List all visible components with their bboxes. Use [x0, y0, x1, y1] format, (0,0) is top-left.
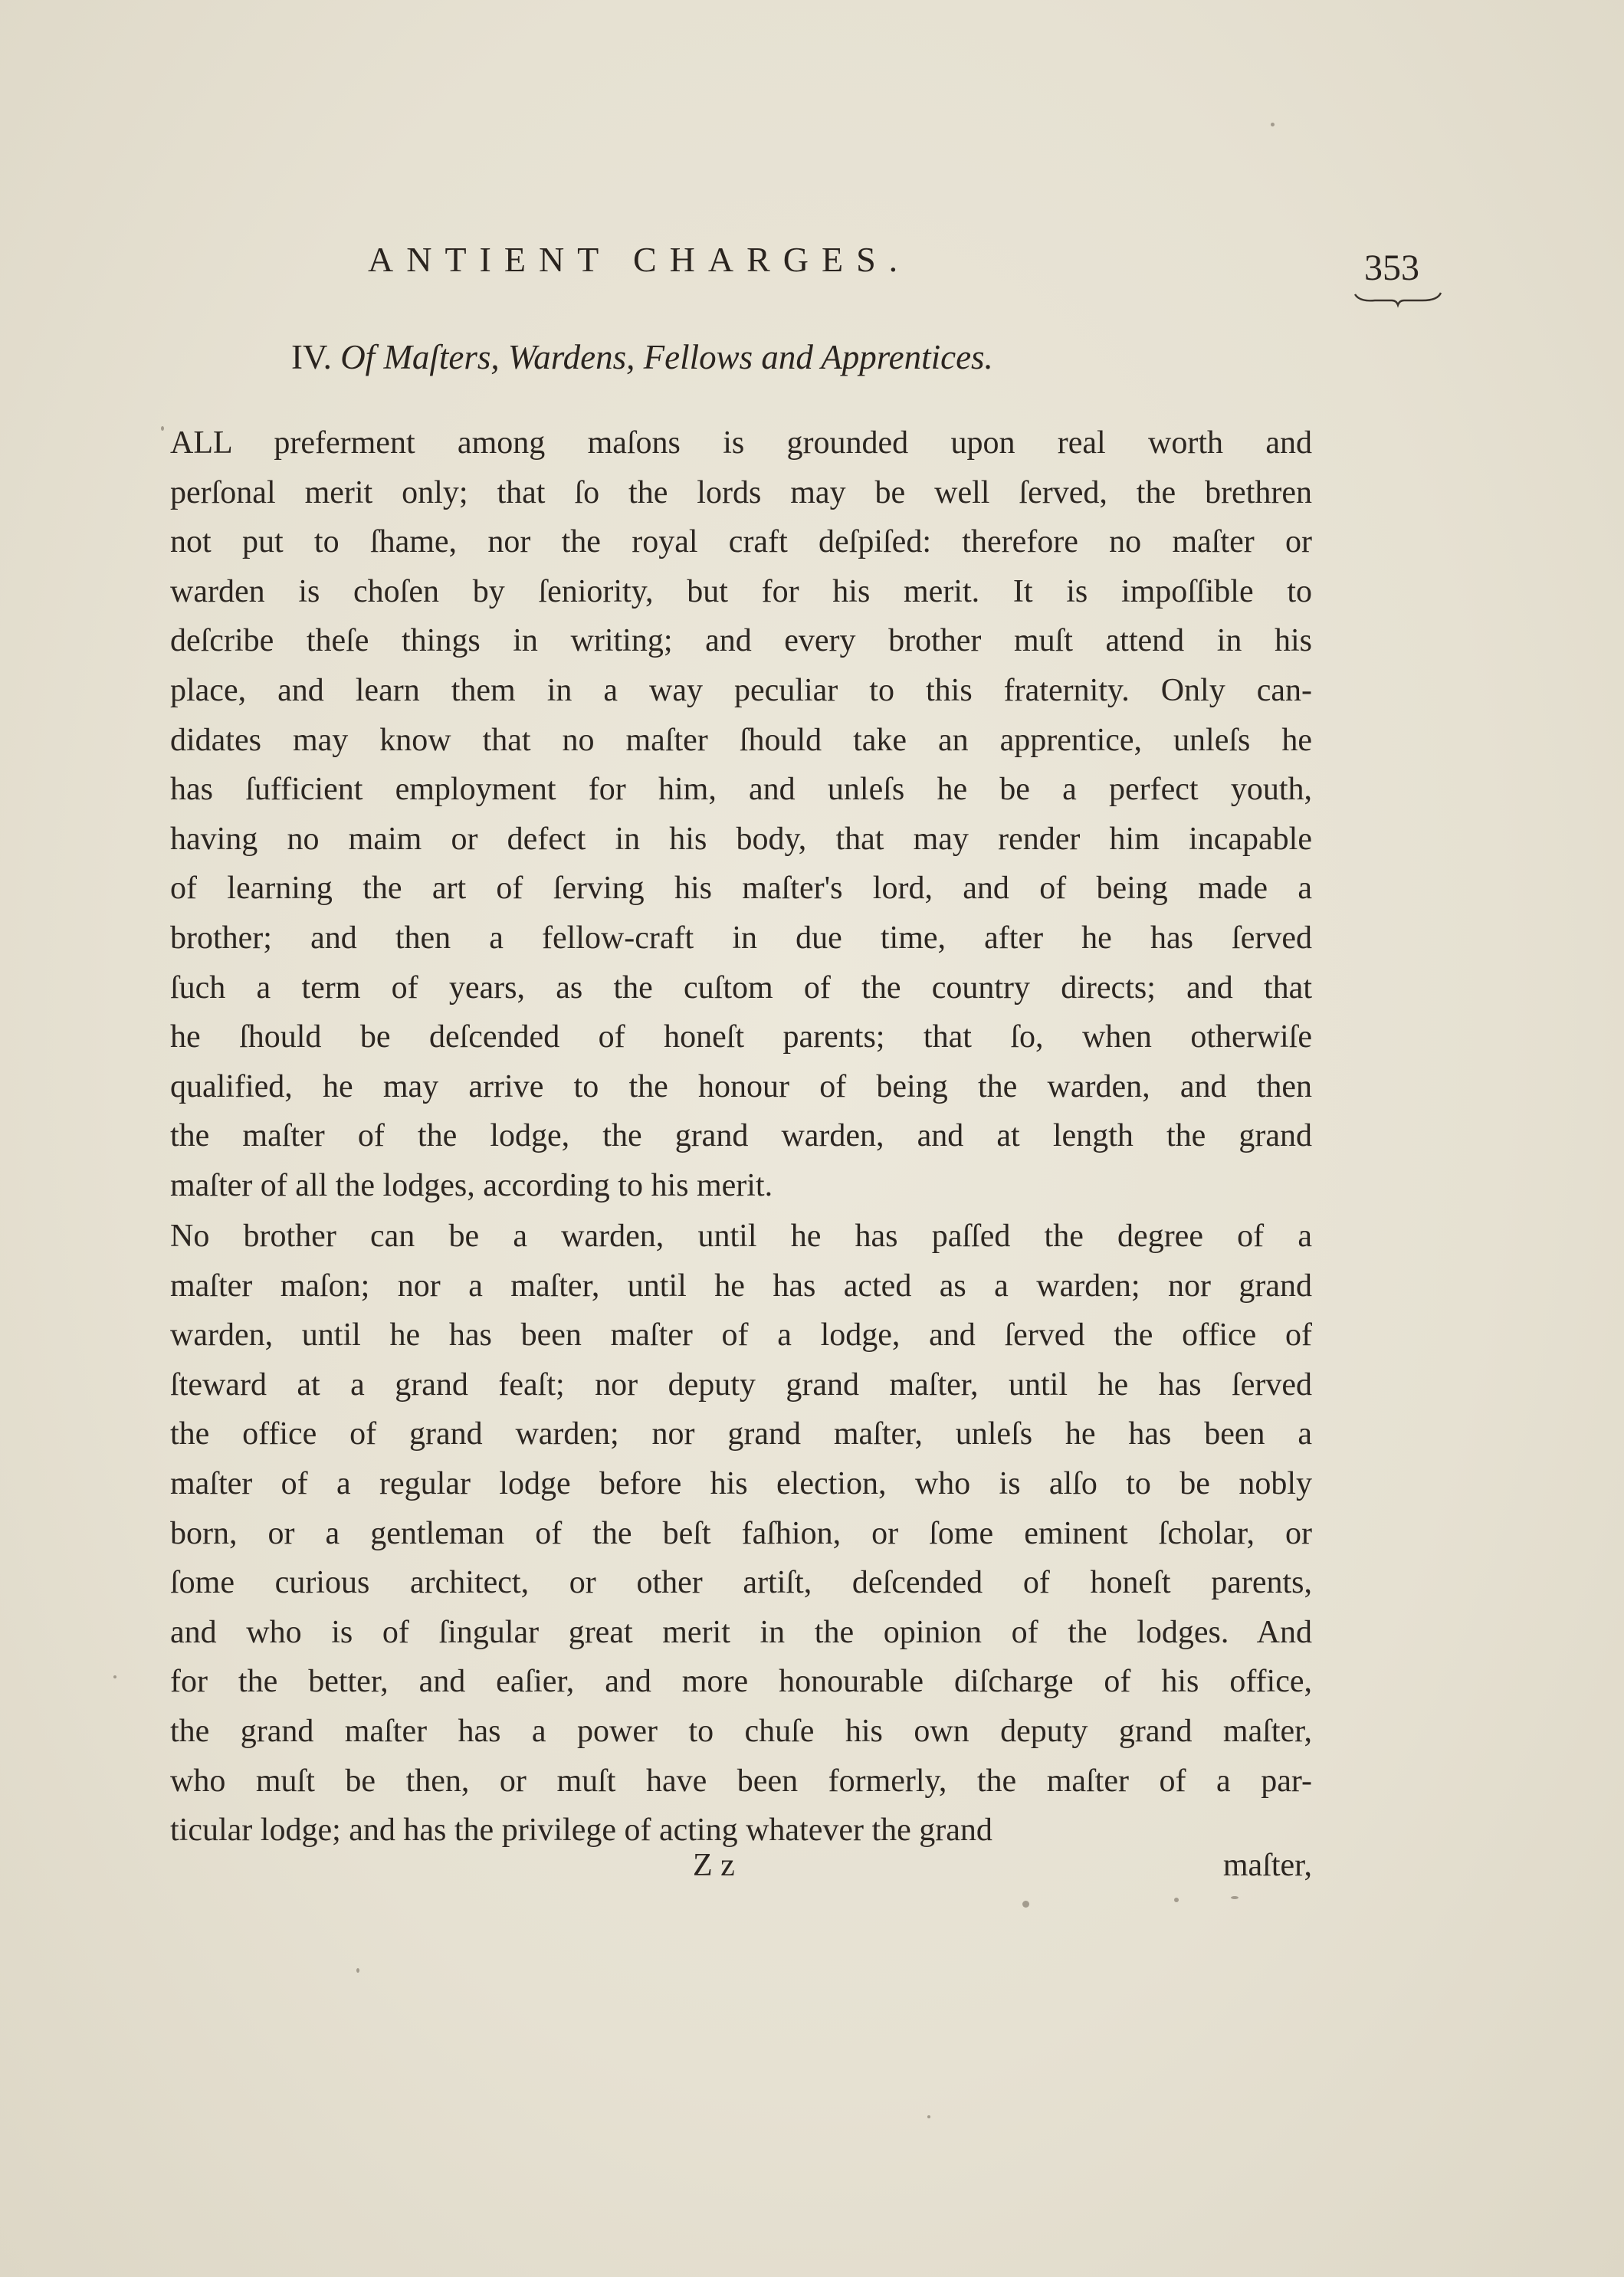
text-line: maſter maſon; nor a maſter, until he has acted as a warden; nor grand: [170, 1268, 1312, 1304]
page-number: 353: [1364, 248, 1419, 288]
paragraph-1: [170, 418, 1312, 1211]
section-title: Of Maſters, Wardens, Fellows and Apprentices.: [340, 338, 993, 376]
text-line: for the better, and eaſier, and more honourable diſcharge of his office,: [170, 1664, 1312, 1700]
text-line: the maſter of the lodge, the grand warden, and at length the grand: [170, 1118, 1312, 1154]
text-line: ALL preferment among maſons is grounded upon real worth and: [170, 425, 1312, 461]
text-line: having no maim or defect in his body, that may render him incapable: [170, 821, 1312, 857]
section-numeral: IV.: [291, 338, 332, 376]
text-line: didates may know that no maſter ſhould take an apprentice, unleſs he: [170, 722, 1312, 758]
text-line: No brother can be a warden, until he has paſſed the degree of a: [170, 1219, 1312, 1254]
text-line: warden is choſen by ſeniority, but for his merit. It is impoſſible to: [170, 573, 1312, 609]
text-line: maſter of all the lodges, according to his merit.: [170, 1167, 773, 1203]
catchword: maſter,: [1222, 1848, 1312, 1883]
text-line: ticular lodge; and has the privilege of acting whatever the grand: [170, 1813, 992, 1849]
text-line: warden, until he has been maſter of a lodge, and ſerved the office of: [170, 1317, 1312, 1353]
text-line: not put to ſhame, nor the royal craft deſpiſed: therefore no maſter or: [170, 524, 1312, 560]
page-number-flourish: [1352, 290, 1444, 308]
text-line: brother; and then a fellow-craft in due time, after he has ſerved: [170, 920, 1312, 956]
text-line: deſcribe theſe things in writing; and every brother muſt attend in his: [170, 623, 1312, 659]
text-line: he ſhould be deſcended of honeſt parents; that ſo, when otherwiſe: [170, 1019, 1312, 1055]
text-line: ſuch a term of years, as the cuſtom of the country directs; and that: [170, 970, 1312, 1006]
text-line: perſonal merit only; that ſo the lords may be well ſerved, the brethren: [170, 474, 1312, 510]
text-line: ſome curious architect, or other artiſt, deſcended of honeſt parents,: [170, 1565, 1312, 1601]
text-line: born, or a gentleman of the beſt faſhion, or ſome eminent ſcholar, or: [170, 1515, 1312, 1551]
signature-mark: Z z: [693, 1848, 735, 1883]
text-line: the office of grand warden; nor grand maſter, unleſs he has been a: [170, 1416, 1312, 1452]
text-line: of learning the art of ſerving his maſter's lord, and of being made a: [170, 871, 1312, 907]
text-line: qualified, he may arrive to the honour of being the warden, and then: [170, 1068, 1312, 1104]
text-line: ſteward at a grand feaſt; nor deputy grand maſter, until he has ſerved: [170, 1367, 1312, 1403]
text-line: and who is of ſingular great merit in the opinion of the lodges. And: [170, 1614, 1312, 1650]
page-footer: [170, 1847, 1312, 1893]
text-line: the grand maſter has a power to chuſe his own deputy grand maſter,: [170, 1713, 1312, 1749]
text-line: who muſt be then, or muſt have been formerly, the maſter of a par-: [170, 1763, 1312, 1799]
text-line: has ſufficient employment for him, and unleſs he be a perfect youth,: [170, 772, 1312, 808]
text-line: maſter of a regular lodge before his election, who is alſo to be nobly: [170, 1465, 1312, 1501]
text-line: place, and learn them in a way peculiar to this fraternity. Only can-: [170, 672, 1312, 708]
running-head: ANTIENT CHARGES.: [368, 240, 911, 279]
section-heading: [291, 337, 993, 377]
paragraph-2: [170, 1212, 1312, 1855]
